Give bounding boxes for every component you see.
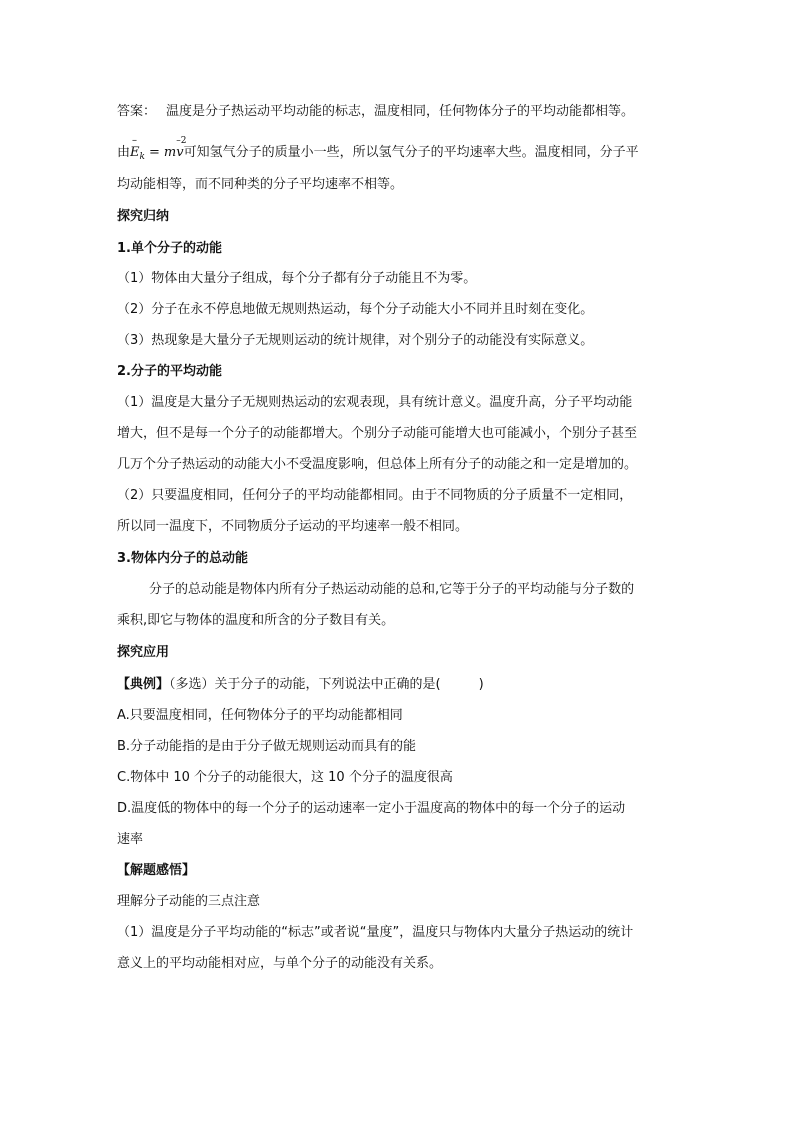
option-d-continued: 速率 <box>117 832 144 847</box>
section-2-line-2: 增大，但不是每一个分子的动能都增大。个别分子动能可能增大也可能减小，个别分子甚至 <box>117 426 638 441</box>
section-2-line-1: （1）温度是大量分子无规则热运动的宏观表现，具有统计意义。温度升高，分子平均动能 <box>117 395 633 410</box>
answer-line-2 <box>117 135 677 167</box>
formula-sup-2: –2 <box>176 136 187 146</box>
example-question <box>117 675 677 695</box>
section-2-title: 2.分子的平均动能 <box>117 364 222 379</box>
formula-eq: = <box>148 145 160 160</box>
insight-line-2: 意义上的平均动能相对应，与单个分子的动能没有关系。 <box>117 956 443 971</box>
section-1-item-2: （2）分子在永不停息地做无规则热运动，每个分子动能大小不同并且时刻在变化。 <box>117 302 594 317</box>
section-1-item-1: （1）物体由大量分子组成，每个分子都有分子动能且不为零。 <box>117 271 477 286</box>
answer-line-1 <box>117 102 677 122</box>
answer-label: 答案： <box>117 104 157 119</box>
section-1-item-3: （3）热现象是大量分子无规则运动的统计规律，对个别分子的动能没有实际意义。 <box>117 333 594 348</box>
answer-prefix: 由 <box>117 145 131 160</box>
section-2-line-5: 所以同一温度下，不同物质分子运动的平均速率一般不相同。 <box>117 519 469 534</box>
application-heading: 探究应用 <box>117 645 170 660</box>
section-3-line-1: 分子的总动能是物体内所有分子热运动动能的总和,它等于分子的平均动能与分子数的 <box>149 582 635 597</box>
option-c: C.物体中 10 个分子的动能很大，这 10 个分子的温度很高 <box>117 770 453 785</box>
formula-v: v <box>176 145 184 160</box>
formula-m: m <box>163 145 177 160</box>
answer-text-1: 温度是分子热运动平均动能的标志，温度相同，任何物体分子的平均动能都相等。 <box>166 104 635 119</box>
answer-line-3 <box>117 175 677 195</box>
section-2-line-3: 几万个分子热运动的动能大小不受温度影响，但总体上所有分子的动能之和一定是增加的。 <box>117 457 638 472</box>
insight-subtitle: 理解分子动能的三点注意 <box>117 894 261 909</box>
section-3-title: 3.物体内分子的总动能 <box>117 551 248 566</box>
example-text: （多选）关于分子的动能，下列说法中正确的是( <box>169 677 441 692</box>
summary-heading: 探究归纳 <box>117 209 170 224</box>
insight-heading: 【解题感悟】 <box>117 863 196 878</box>
formula-bar-e: – <box>132 135 138 146</box>
example-tag: 【典例】 <box>117 677 170 692</box>
answer-text-3: 均动能相等，而不同种类的分子平均速率不相等。 <box>117 177 404 192</box>
option-a: A.只要温度相同，任何物体分子的平均动能都相同 <box>117 708 403 723</box>
option-d: D.温度低的物体中的每一个分子的运动速率一定小于温度高的物体中的每一个分子的运动 <box>117 801 626 816</box>
insight-line-1: （1）温度是分子平均动能的“标志”或者说“量度”，温度只与物体内大量分子热运动的统计 <box>117 925 634 940</box>
section-2-line-4: （2）只要温度相同，任何分子的平均动能都相同。由于不同物质的分子质量不一定相同， <box>117 488 633 503</box>
section-1-title: 1.单个分子的动能 <box>117 241 222 256</box>
answer-text-2: 可知氢气分子的质量小一些，所以氢气分子的平均速率大些。温度相同，分子平 <box>183 145 639 160</box>
formula-e: E <box>130 145 140 160</box>
formula-sub-k: k <box>139 152 145 162</box>
kinetic-energy-formula <box>130 135 187 167</box>
section-3-line-2: 乘积,即它与物体的温度和所含的分子数目有关。 <box>117 613 395 628</box>
example-close: ) <box>478 677 484 692</box>
option-b: B.分子动能指的是由于分子做无规则运动而具有的能 <box>117 739 417 754</box>
